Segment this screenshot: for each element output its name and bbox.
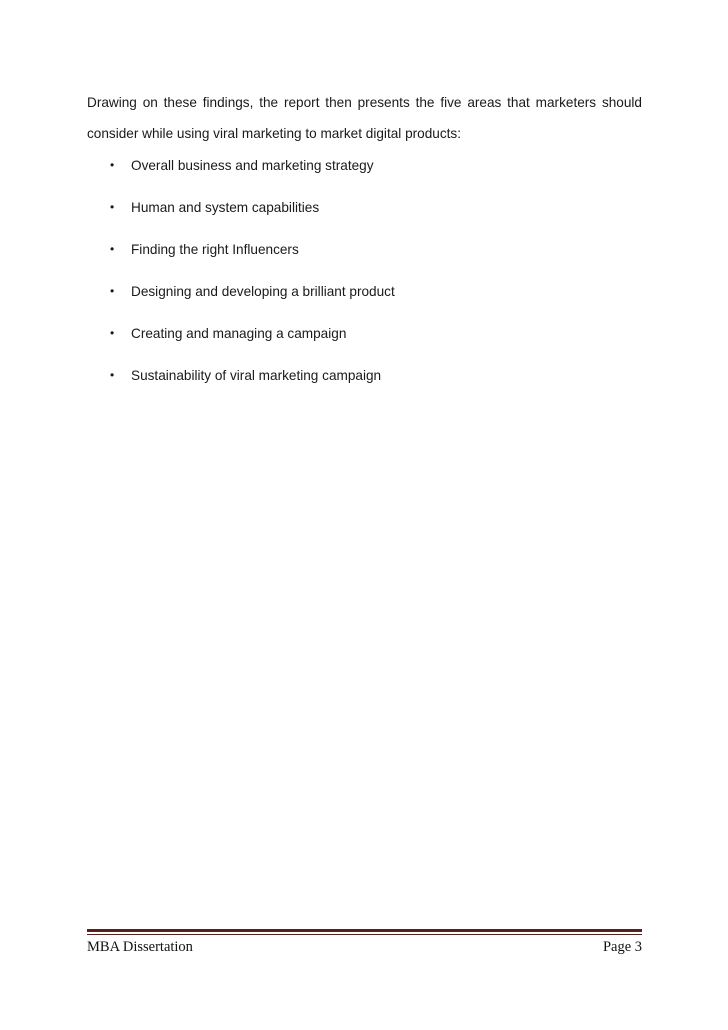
- list-item: [87, 318, 642, 360]
- intro-paragraph: Drawing on these findings, the report then presents the five areas that marketers should consider while using viral marketing to market digital products:: [87, 95, 642, 141]
- list-item-text: Sustainability of viral marketing campaign: [131, 368, 382, 383]
- list-item: [87, 234, 642, 276]
- footer-divider: [87, 929, 642, 932]
- bullet-icon: •: [110, 326, 115, 340]
- list-item-text: Finding the right Influencers: [131, 242, 299, 257]
- bullet-icon: •: [110, 158, 115, 172]
- bullet-icon: •: [110, 200, 115, 214]
- footer-divider-thin: [87, 934, 642, 935]
- bullet-icon: •: [110, 368, 115, 382]
- bullet-icon: •: [110, 284, 115, 298]
- footer-title: MBA Dissertation: [87, 939, 193, 955]
- list-item: [87, 192, 642, 234]
- list-item-text: Overall business and marketing strategy: [131, 158, 374, 173]
- bullet-icon: •: [110, 242, 115, 256]
- page-number: Page 3: [602, 939, 642, 955]
- list-item-text: Creating and managing a campaign: [131, 326, 347, 341]
- list-item-text: Human and system capabilities: [131, 200, 320, 215]
- bullet-list: [87, 150, 642, 402]
- list-item-text: Designing and developing a brilliant product: [131, 284, 395, 299]
- list-item: [87, 150, 642, 192]
- list-item: [87, 360, 642, 402]
- list-item: [87, 276, 642, 318]
